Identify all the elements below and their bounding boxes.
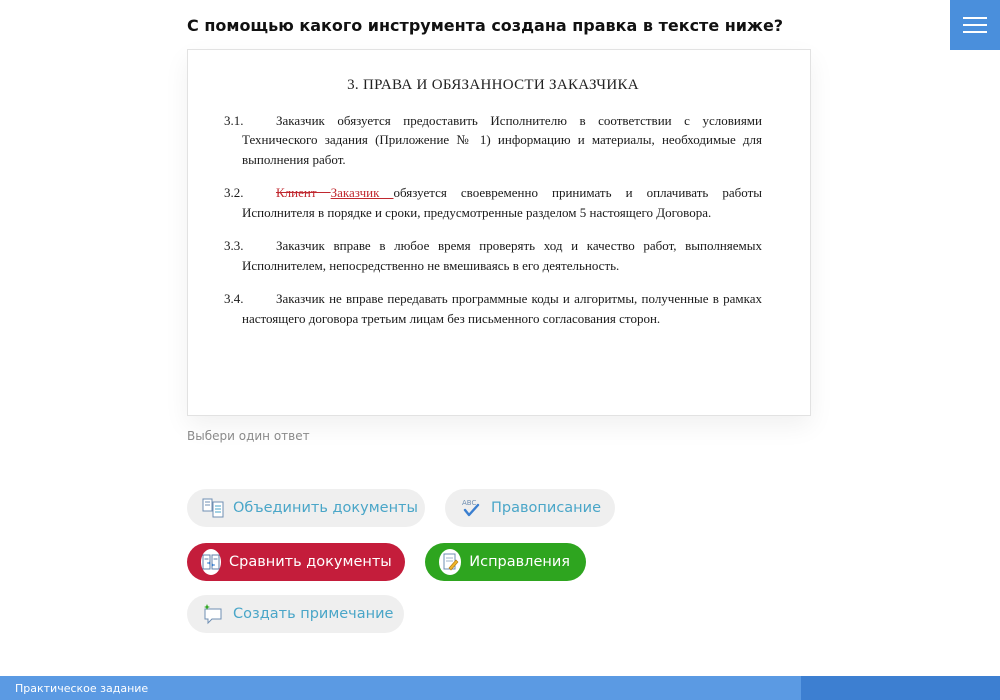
clause-3-2: [224, 183, 762, 222]
compare-documents-icon: [201, 549, 221, 575]
footer-label: Практическое задание: [15, 682, 149, 695]
option-compare-documents[interactable]: [187, 543, 405, 581]
question-title: С помощью какого инструмента создана правка в тексте ниже?: [187, 16, 784, 35]
merge-documents-icon: [201, 495, 225, 521]
clause-number: 3.2.: [224, 185, 244, 200]
clause-3-1: [224, 111, 762, 170]
document-title: 3. ПРАВА И ОБЯЗАННОСТИ ЗАКАЗЧИКА: [347, 77, 639, 93]
spelling-check-icon: [459, 495, 483, 521]
clause-number: 3.1.: [224, 112, 244, 128]
option-label: Объединить документы: [233, 500, 418, 516]
clause-text: Заказчик вправе в любое время проверять ход и качество работ, выполняемых Исполнителем, непосредственно не вмешиваясь в его деятельность.: [242, 238, 762, 273]
clause-text: Заказчик обязуется предоставить Исполнителю в соответствии с условиями Технического задания (Приложение № 1) информацию и материалы, необходимые для выполнения работ.: [242, 112, 762, 167]
inserted-text: Заказчик: [330, 185, 394, 200]
track-changes-icon: [439, 549, 461, 575]
option-label: Создать примечание: [233, 606, 394, 622]
clause-number: 3.4.: [224, 291, 244, 306]
clause-text: Заказчик не вправе передавать программные коды и алгоритмы, полученные в рамках настоящего договора третьим лицам без письменного согласования сторон.: [242, 291, 762, 326]
clause-3-4: [224, 289, 762, 328]
answer-hint: Выбери один ответ: [187, 429, 310, 443]
clause-number: 3.3.: [224, 238, 244, 253]
clause-3-3: [224, 236, 762, 275]
document-body: [224, 76, 762, 342]
option-new-comment[interactable]: [187, 595, 404, 633]
hamburger-icon: [963, 17, 987, 19]
option-label: Сравнить документы: [229, 554, 392, 570]
option-label: Правописание: [491, 500, 601, 516]
deleted-text: Клиент: [276, 185, 331, 200]
footer-bar: [0, 676, 1000, 700]
option-merge-documents[interactable]: [187, 489, 425, 527]
option-label: Исправления: [469, 554, 570, 570]
option-spelling[interactable]: [445, 489, 615, 527]
document-preview: [187, 49, 811, 416]
footer-progress-segment: [801, 676, 1000, 700]
svg-text:ABC: ABC: [462, 499, 477, 507]
clause-text: обязуется своевременно принимать и оплачивать работы Исполнителя в порядке и сроки, предусмотренные разделом 5 настоящего Договора.: [242, 185, 762, 220]
new-comment-icon: [201, 601, 225, 627]
option-track-changes[interactable]: [425, 543, 586, 581]
menu-button[interactable]: [950, 0, 1000, 50]
